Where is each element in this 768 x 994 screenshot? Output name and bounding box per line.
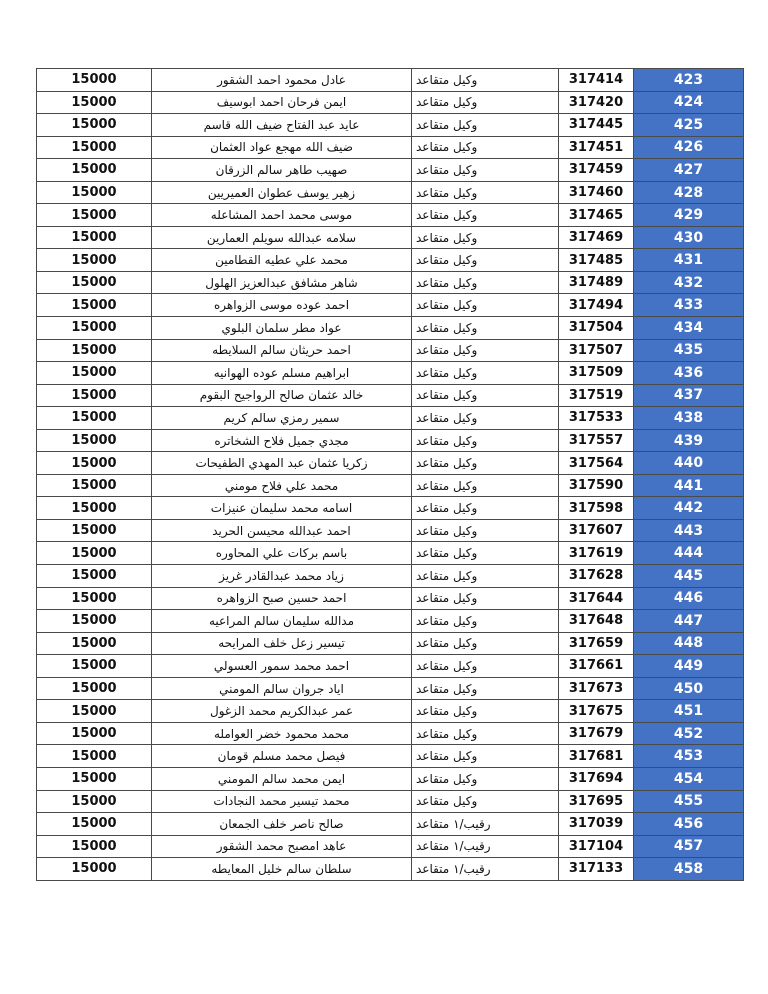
- name-cell: عمر عبدالكريم محمد الزغول: [152, 700, 412, 723]
- table-row: [37, 69, 744, 92]
- sequence-cell: 432: [634, 271, 744, 294]
- rank-cell: وكيل متقاعد: [412, 384, 559, 407]
- name-cell: احمد محمد سمور العسولي: [152, 655, 412, 678]
- id-cell: 317659: [559, 632, 634, 655]
- amount-cell: 15000: [37, 429, 152, 452]
- rank-cell: وكيل متقاعد: [412, 565, 559, 588]
- rank-cell: وكيل متقاعد: [412, 339, 559, 362]
- amount-cell: 15000: [37, 745, 152, 768]
- rank-cell: وكيل متقاعد: [412, 429, 559, 452]
- name-cell: محمد علي فلاح مومني: [152, 474, 412, 497]
- table-row: [37, 790, 744, 813]
- rank-cell: وكيل متقاعد: [412, 767, 559, 790]
- amount-cell: 15000: [37, 813, 152, 836]
- sequence-cell: 456: [634, 813, 744, 836]
- id-cell: 317628: [559, 565, 634, 588]
- rank-cell: وكيل متقاعد: [412, 452, 559, 475]
- rank-cell: وكيل متقاعد: [412, 317, 559, 340]
- name-cell: سلطان سالم خليل المعايطه: [152, 858, 412, 881]
- rank-cell: وكيل متقاعد: [412, 181, 559, 204]
- name-cell: ضيف الله مهجع عواد العثمان: [152, 136, 412, 159]
- table-body: [37, 69, 744, 881]
- sequence-cell: 445: [634, 565, 744, 588]
- table-row: [37, 700, 744, 723]
- name-cell: صهيب طاهر سالم الزرقان: [152, 159, 412, 182]
- amount-cell: 15000: [37, 790, 152, 813]
- table-row: [37, 384, 744, 407]
- amount-cell: 15000: [37, 700, 152, 723]
- name-cell: ابراهيم مسلم عوده الهوانيه: [152, 362, 412, 385]
- id-cell: 317694: [559, 767, 634, 790]
- amount-cell: 15000: [37, 271, 152, 294]
- name-cell: عواد مطر سلمان البلوي: [152, 317, 412, 340]
- table-row: [37, 632, 744, 655]
- amount-cell: 15000: [37, 655, 152, 678]
- sequence-cell: 423: [634, 69, 744, 92]
- id-cell: 317504: [559, 317, 634, 340]
- amount-cell: 15000: [37, 317, 152, 340]
- name-cell: صالح ناصر خلف الجمعان: [152, 813, 412, 836]
- rank-cell: وكيل متقاعد: [412, 519, 559, 542]
- rank-cell: رقيب/١ متقاعد: [412, 858, 559, 881]
- sequence-cell: 434: [634, 317, 744, 340]
- name-cell: احمد عبدالله محيسن الحريد: [152, 519, 412, 542]
- table-row: [37, 813, 744, 836]
- id-cell: 317519: [559, 384, 634, 407]
- sequence-cell: 426: [634, 136, 744, 159]
- name-cell: احمد عوده موسى الزواهره: [152, 294, 412, 317]
- rank-cell: وكيل متقاعد: [412, 610, 559, 633]
- amount-cell: 15000: [37, 632, 152, 655]
- sequence-cell: 438: [634, 407, 744, 430]
- table-row: [37, 610, 744, 633]
- rank-cell: وكيل متقاعد: [412, 249, 559, 272]
- id-cell: 317104: [559, 835, 634, 858]
- rank-cell: وكيل متقاعد: [412, 677, 559, 700]
- rank-cell: وكيل متقاعد: [412, 159, 559, 182]
- amount-cell: 15000: [37, 69, 152, 92]
- amount-cell: 15000: [37, 181, 152, 204]
- amount-cell: 15000: [37, 204, 152, 227]
- name-cell: محمد تيسير محمد النجادات: [152, 790, 412, 813]
- sequence-cell: 429: [634, 204, 744, 227]
- sequence-cell: 443: [634, 519, 744, 542]
- name-cell: مجدي جميل فلاح الشخاتره: [152, 429, 412, 452]
- id-cell: 317445: [559, 114, 634, 137]
- table-row: [37, 565, 744, 588]
- table-row: [37, 452, 744, 475]
- amount-cell: 15000: [37, 452, 152, 475]
- name-cell: عادل محمود احمد الشقور: [152, 69, 412, 92]
- retiree-table: [36, 68, 744, 881]
- rank-cell: وكيل متقاعد: [412, 790, 559, 813]
- name-cell: ايمن فرحان احمد ابوسيف: [152, 91, 412, 114]
- rank-cell: وكيل متقاعد: [412, 587, 559, 610]
- id-cell: 317420: [559, 91, 634, 114]
- amount-cell: 15000: [37, 610, 152, 633]
- sequence-cell: 446: [634, 587, 744, 610]
- rank-cell: وكيل متقاعد: [412, 655, 559, 678]
- id-cell: 317675: [559, 700, 634, 723]
- id-cell: 317695: [559, 790, 634, 813]
- rank-cell: رقيب/١ متقاعد: [412, 813, 559, 836]
- id-cell: 317679: [559, 722, 634, 745]
- name-cell: احمد حريثان سالم السلايطه: [152, 339, 412, 362]
- table-row: [37, 722, 744, 745]
- name-cell: موسى محمد احمد المشاعله: [152, 204, 412, 227]
- amount-cell: 15000: [37, 835, 152, 858]
- sequence-cell: 436: [634, 362, 744, 385]
- amount-cell: 15000: [37, 858, 152, 881]
- id-cell: 317489: [559, 271, 634, 294]
- amount-cell: 15000: [37, 565, 152, 588]
- sequence-cell: 440: [634, 452, 744, 475]
- sequence-cell: 428: [634, 181, 744, 204]
- amount-cell: 15000: [37, 249, 152, 272]
- table-row: [37, 429, 744, 452]
- name-cell: شاهر مشافق عبدالعزيز الهلول: [152, 271, 412, 294]
- table-row: [37, 226, 744, 249]
- sequence-cell: 444: [634, 542, 744, 565]
- rank-cell: وكيل متقاعد: [412, 700, 559, 723]
- name-cell: عايد عبد الفتاح ضيف الله قاسم: [152, 114, 412, 137]
- table-row: [37, 181, 744, 204]
- table-row: [37, 136, 744, 159]
- table-row: [37, 317, 744, 340]
- sequence-cell: 427: [634, 159, 744, 182]
- amount-cell: 15000: [37, 91, 152, 114]
- id-cell: 317619: [559, 542, 634, 565]
- table-row: [37, 767, 744, 790]
- id-cell: 317644: [559, 587, 634, 610]
- rank-cell: وكيل متقاعد: [412, 497, 559, 520]
- id-cell: 317590: [559, 474, 634, 497]
- rank-cell: وكيل متقاعد: [412, 294, 559, 317]
- id-cell: 317469: [559, 226, 634, 249]
- sequence-cell: 431: [634, 249, 744, 272]
- rank-cell: وكيل متقاعد: [412, 226, 559, 249]
- name-cell: احمد حسين صبح الزواهره: [152, 587, 412, 610]
- rank-cell: وكيل متقاعد: [412, 271, 559, 294]
- amount-cell: 15000: [37, 136, 152, 159]
- table-row: [37, 159, 744, 182]
- sequence-cell: 452: [634, 722, 744, 745]
- amount-cell: 15000: [37, 226, 152, 249]
- sequence-cell: 435: [634, 339, 744, 362]
- id-cell: 317598: [559, 497, 634, 520]
- name-cell: زياد محمد عبدالقادر غريز: [152, 565, 412, 588]
- amount-cell: 15000: [37, 497, 152, 520]
- sequence-cell: 441: [634, 474, 744, 497]
- table-row: [37, 339, 744, 362]
- id-cell: 317673: [559, 677, 634, 700]
- sequence-cell: 430: [634, 226, 744, 249]
- sequence-cell: 439: [634, 429, 744, 452]
- id-cell: 317494: [559, 294, 634, 317]
- rank-cell: وكيل متقاعد: [412, 407, 559, 430]
- name-cell: فيصل محمد مسلم قومان: [152, 745, 412, 768]
- sequence-cell: 425: [634, 114, 744, 137]
- name-cell: خالد عثمان صالح الرواجيح البقوم: [152, 384, 412, 407]
- table-row: [37, 91, 744, 114]
- table-row: [37, 249, 744, 272]
- table-row: [37, 294, 744, 317]
- id-cell: 317564: [559, 452, 634, 475]
- table-row: [37, 677, 744, 700]
- amount-cell: 15000: [37, 767, 152, 790]
- sequence-cell: 448: [634, 632, 744, 655]
- name-cell: سلامه عبدالله سويلم العمارين: [152, 226, 412, 249]
- sequence-cell: 442: [634, 497, 744, 520]
- id-cell: 317485: [559, 249, 634, 272]
- table-row: [37, 204, 744, 227]
- rank-cell: وكيل متقاعد: [412, 136, 559, 159]
- amount-cell: 15000: [37, 339, 152, 362]
- rank-cell: وكيل متقاعد: [412, 542, 559, 565]
- id-cell: 317533: [559, 407, 634, 430]
- table-row: [37, 542, 744, 565]
- sequence-cell: 451: [634, 700, 744, 723]
- sequence-cell: 455: [634, 790, 744, 813]
- id-cell: 317414: [559, 69, 634, 92]
- table-row: [37, 587, 744, 610]
- table-row: [37, 407, 744, 430]
- amount-cell: 15000: [37, 474, 152, 497]
- id-cell: 317507: [559, 339, 634, 362]
- amount-cell: 15000: [37, 542, 152, 565]
- sequence-cell: 454: [634, 767, 744, 790]
- table-row: [37, 835, 744, 858]
- sequence-cell: 433: [634, 294, 744, 317]
- amount-cell: 15000: [37, 294, 152, 317]
- sequence-cell: 447: [634, 610, 744, 633]
- id-cell: 317607: [559, 519, 634, 542]
- name-cell: محمد علي عطيه القطامين: [152, 249, 412, 272]
- amount-cell: 15000: [37, 722, 152, 745]
- id-cell: 317648: [559, 610, 634, 633]
- id-cell: 317460: [559, 181, 634, 204]
- rank-cell: وكيل متقاعد: [412, 745, 559, 768]
- sequence-cell: 457: [634, 835, 744, 858]
- sequence-cell: 458: [634, 858, 744, 881]
- table-row: [37, 114, 744, 137]
- table-row: [37, 362, 744, 385]
- name-cell: ايمن محمد سالم المومني: [152, 767, 412, 790]
- id-cell: 317681: [559, 745, 634, 768]
- table-row: [37, 271, 744, 294]
- name-cell: باسم بركات علي المحاوره: [152, 542, 412, 565]
- table-row: [37, 655, 744, 678]
- name-cell: اسامه محمد سليمان عنيزات: [152, 497, 412, 520]
- name-cell: محمد محمود خضر العوامله: [152, 722, 412, 745]
- amount-cell: 15000: [37, 587, 152, 610]
- table-row: [37, 474, 744, 497]
- id-cell: 317661: [559, 655, 634, 678]
- sequence-cell: 450: [634, 677, 744, 700]
- sequence-cell: 449: [634, 655, 744, 678]
- name-cell: اياد جروان سالم المومني: [152, 677, 412, 700]
- amount-cell: 15000: [37, 362, 152, 385]
- rank-cell: وكيل متقاعد: [412, 91, 559, 114]
- rank-cell: وكيل متقاعد: [412, 69, 559, 92]
- rank-cell: رقيب/١ متقاعد: [412, 835, 559, 858]
- id-cell: 317039: [559, 813, 634, 836]
- sequence-cell: 453: [634, 745, 744, 768]
- amount-cell: 15000: [37, 677, 152, 700]
- id-cell: 317133: [559, 858, 634, 881]
- rank-cell: وكيل متقاعد: [412, 114, 559, 137]
- sequence-cell: 424: [634, 91, 744, 114]
- amount-cell: 15000: [37, 114, 152, 137]
- name-cell: سمير رمزي سالم كريم: [152, 407, 412, 430]
- amount-cell: 15000: [37, 384, 152, 407]
- rank-cell: وكيل متقاعد: [412, 204, 559, 227]
- table-row: [37, 497, 744, 520]
- id-cell: 317459: [559, 159, 634, 182]
- id-cell: 317451: [559, 136, 634, 159]
- rank-cell: وكيل متقاعد: [412, 362, 559, 385]
- sequence-cell: 437: [634, 384, 744, 407]
- table-row: [37, 858, 744, 881]
- amount-cell: 15000: [37, 519, 152, 542]
- rank-cell: وكيل متقاعد: [412, 722, 559, 745]
- table-row: [37, 745, 744, 768]
- amount-cell: 15000: [37, 159, 152, 182]
- name-cell: تيسير زعل خلف المرايحه: [152, 632, 412, 655]
- id-cell: 317509: [559, 362, 634, 385]
- name-cell: زكريا عثمان عبد المهدي الطفيحات: [152, 452, 412, 475]
- rank-cell: وكيل متقاعد: [412, 632, 559, 655]
- rank-cell: وكيل متقاعد: [412, 474, 559, 497]
- name-cell: مدالله سليمان سالم المراعيه: [152, 610, 412, 633]
- name-cell: زهير يوسف عطوان العميريين: [152, 181, 412, 204]
- amount-cell: 15000: [37, 407, 152, 430]
- id-cell: 317465: [559, 204, 634, 227]
- table-row: [37, 519, 744, 542]
- id-cell: 317557: [559, 429, 634, 452]
- name-cell: عاهد امصبح محمد الشقور: [152, 835, 412, 858]
